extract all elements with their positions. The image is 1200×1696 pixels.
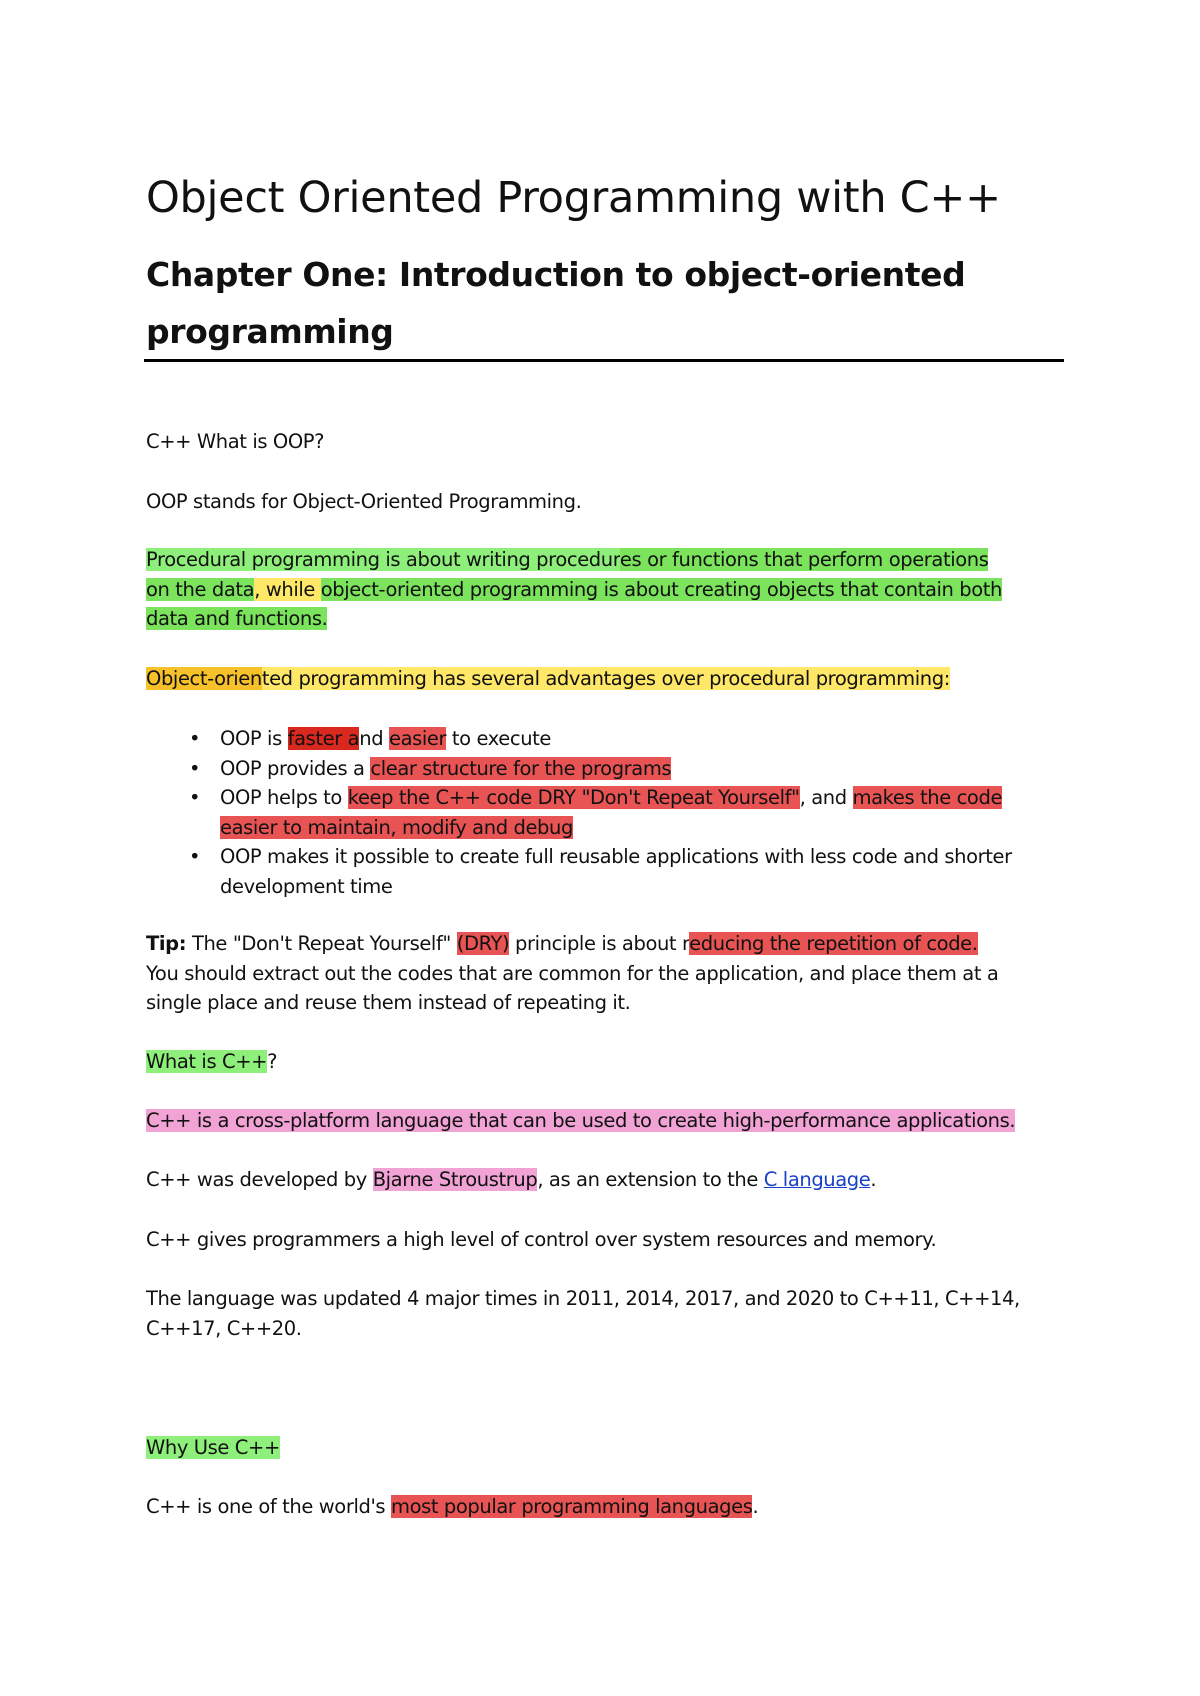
popular-sentence: C++ is one of the world's most popular programming languages. bbox=[146, 1495, 759, 1518]
heading-rule bbox=[144, 359, 1064, 362]
list-item: • OOP provides a clear structure for the programs bbox=[146, 754, 1066, 784]
tip-paragraph bbox=[146, 929, 1066, 1018]
list-item: • OOP is faster and easier to execute bbox=[146, 724, 1066, 754]
what-is-oop-heading: C++ What is OOP? bbox=[146, 430, 325, 453]
bullet-icon: • bbox=[189, 727, 201, 750]
procedural-line1 bbox=[146, 545, 1066, 575]
highlight-pink: C++ is a cross-platform language that can be used to create high-performance applications. bbox=[146, 1109, 1016, 1132]
tip-line1: Tip: The "Don't Repeat Yourself" (DRY) principle is about reducing the repetition of code. bbox=[146, 932, 978, 955]
highlight-green: What is C++ bbox=[146, 1050, 268, 1073]
list-item: • OOP makes it possible to create full reusable applications with less code and shorter development time bbox=[146, 842, 1066, 901]
bullet-icon: • bbox=[189, 756, 201, 780]
highlight-red: clear structure for the programs bbox=[370, 756, 672, 780]
c-language-link[interactable]: C language bbox=[763, 1168, 871, 1191]
what-is-cpp-heading: What is C++? bbox=[146, 1050, 278, 1073]
highlight-red: (DRY) bbox=[456, 932, 510, 955]
highlight-green: es or functions that perform operations bbox=[619, 548, 989, 571]
highlight-green: Procedural programming is about writing procedur bbox=[146, 548, 620, 571]
updated-line1: The language was updated 4 major times in 2011, 2014, 2017, and 2020 to C++11, C++14, bbox=[146, 1287, 1020, 1310]
bullet-icon: • bbox=[189, 845, 201, 868]
list-item: • OOP helps to keep the C++ code DRY "Don't Repeat Yourself", and makes the code easier to maintain, modify and debug bbox=[146, 783, 1066, 842]
tip-line2: You should extract out the codes that are common for the application, and place them at a bbox=[146, 961, 999, 985]
highlight-green: object-oriented programming is about creating objects that contain both bbox=[320, 577, 1003, 601]
procedural-line2 bbox=[146, 575, 1066, 605]
highlight-yellow: programming has several advantages over procedural programming: bbox=[292, 667, 950, 690]
highlight-red: faster a bbox=[287, 727, 360, 750]
developed-sentence: C++ was developed by Bjarne Stroustrup, as an extension to the C language. bbox=[146, 1168, 877, 1191]
document-title: Object Oriented Programming with C++ bbox=[146, 173, 1001, 223]
highlight-red: most popular programming languages bbox=[390, 1495, 753, 1518]
advantages-list bbox=[146, 724, 1066, 901]
updated-paragraph bbox=[146, 1284, 1066, 1343]
tip-line3: single place and reuse them instead of repeating it. bbox=[146, 991, 631, 1014]
cross-platform-sentence bbox=[146, 1106, 1066, 1136]
highlight-red: easier to maintain, modify and debug bbox=[220, 815, 573, 839]
chapter-heading bbox=[146, 246, 1066, 360]
procedural-paragraph bbox=[146, 545, 1066, 634]
highlight-green: Why Use C++ bbox=[146, 1436, 280, 1459]
highlight-green: on the data bbox=[146, 577, 255, 601]
highlight-red: easier bbox=[388, 727, 447, 750]
chapter-heading-line1: Chapter One: Introduction to object-oriented bbox=[146, 255, 966, 294]
highlight-red: makes the code bbox=[852, 786, 1003, 809]
highlight-red: keep the C++ code DRY "Don't Repeat Yourself" bbox=[347, 786, 800, 809]
advantages-intro bbox=[146, 664, 1066, 694]
bullet-icon: • bbox=[189, 786, 201, 809]
highlight-yellow: ted bbox=[261, 667, 293, 690]
highlight-green: data and functions. bbox=[146, 607, 328, 630]
procedural-line3 bbox=[146, 604, 1066, 634]
tip-label: Tip: bbox=[146, 932, 187, 955]
highlight-orange: Object-orien bbox=[146, 667, 262, 690]
updated-line2: C++17, C++20. bbox=[146, 1316, 302, 1340]
oop-definition: OOP stands for Object-Oriented Programming. bbox=[146, 490, 582, 513]
highlight-red: educing the repetition of code. bbox=[689, 932, 978, 955]
chapter-heading-line2: programming bbox=[146, 312, 394, 351]
highlight-pink: Bjarne Stroustrup bbox=[372, 1168, 538, 1191]
why-use-heading bbox=[146, 1433, 1066, 1463]
control-sentence: C++ gives programmers a high level of control over system resources and memory. bbox=[146, 1228, 937, 1251]
highlight-yellow: , while bbox=[254, 577, 321, 601]
